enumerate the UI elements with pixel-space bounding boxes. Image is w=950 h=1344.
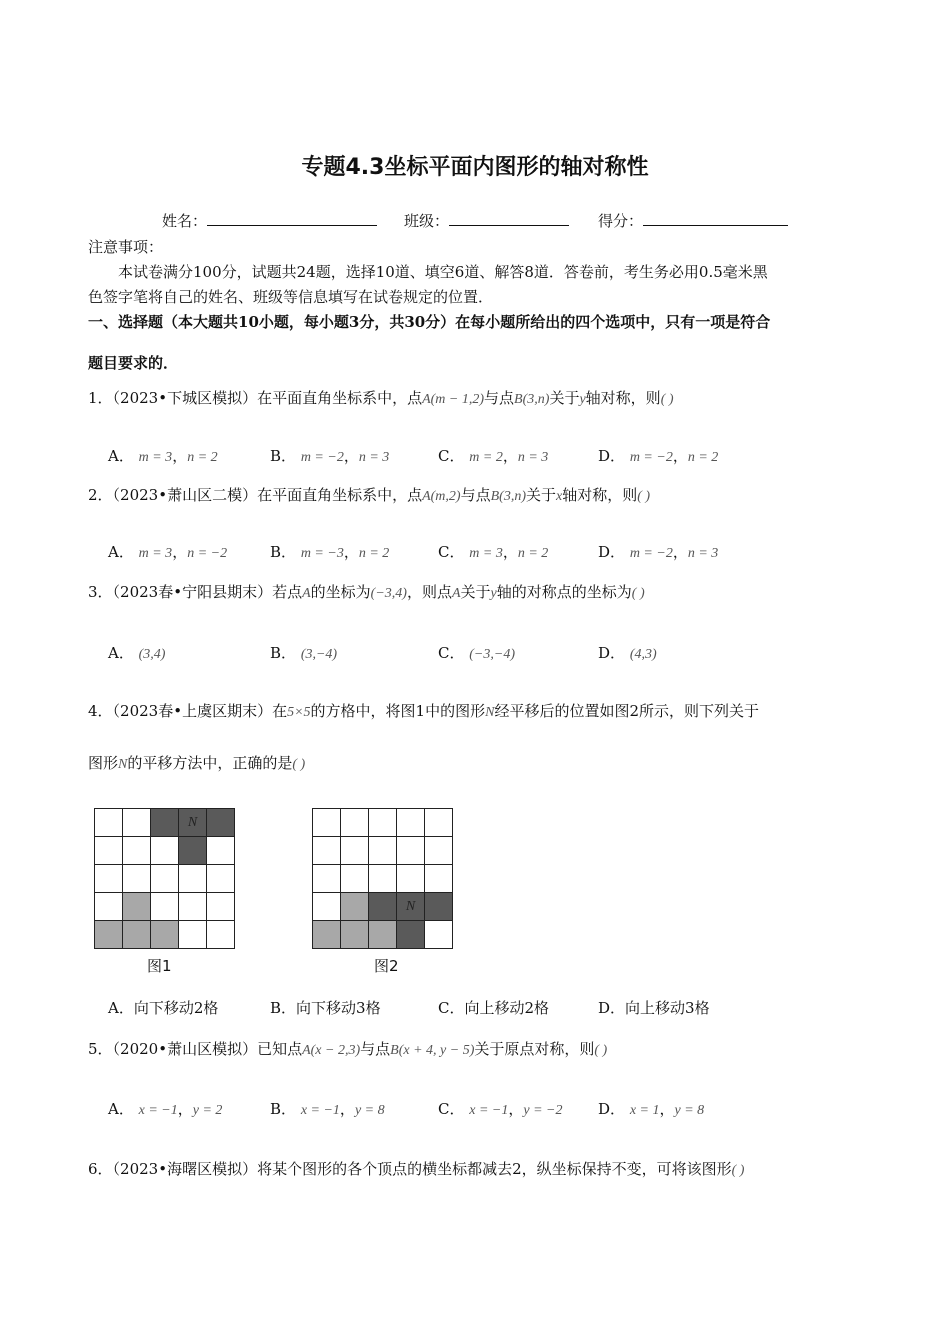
notes-line1: 本试卷满分100分，试题共24题，选择10道、填空6道、解答8道．答卷前，考生务必用0.5毫米黑 bbox=[118, 263, 768, 281]
math: N bbox=[485, 705, 495, 720]
q1-option-b[interactable]: B． m = −2，n = 3 bbox=[270, 447, 390, 465]
question-1: 1．（2023•下城区模拟）在平面直角坐标系中，点A(m − 1,2)与点B(3,n)关于y轴对称，则( ) bbox=[88, 389, 674, 407]
figure-2-caption: 图2 bbox=[374, 957, 399, 975]
figure-1-grid bbox=[94, 808, 235, 949]
figure-1-caption: 图1 bbox=[147, 957, 172, 975]
question-2: 2．（2023•萧山区二模）在平面直角坐标系中，点A(m,2)与点B(3,n)关于x轴对称，则( ) bbox=[88, 486, 651, 504]
q5-option-a[interactable]: A． x = −1，y = 2 bbox=[108, 1100, 223, 1118]
q3-option-c[interactable]: C． (−3,−4) bbox=[438, 644, 515, 662]
q4-option-a[interactable]: A．向下移动2格 bbox=[108, 999, 219, 1017]
q4-option-d[interactable]: D．向上移动3格 bbox=[598, 999, 710, 1017]
notes-heading: 注意事项： bbox=[88, 238, 164, 256]
math: y bbox=[490, 586, 497, 601]
question-6: 6．（2023•海曙区模拟）将某个图形的各个顶点的横坐标都减去2，纵坐标保持不变，可将该图形( ) bbox=[88, 1160, 745, 1178]
q3-option-b[interactable]: B． (3,−4) bbox=[270, 644, 338, 662]
question-4: 4．（2023春•上虞区期末）在5×5的方格中，将图1中的图形N经平移后的位置如图2所示，则下列关于 bbox=[88, 702, 759, 720]
answer-paren: ( ) bbox=[594, 1043, 608, 1058]
q4-option-b[interactable]: B．向下移动3格 bbox=[270, 999, 381, 1017]
math: 5×5 bbox=[287, 705, 311, 720]
math: N bbox=[118, 757, 128, 772]
class-field[interactable] bbox=[404, 210, 569, 231]
q1-option-d[interactable]: D． m = −2，n = 2 bbox=[598, 447, 719, 465]
answer-paren: ( ) bbox=[637, 489, 651, 504]
section-heading-line2: 题目要求的． bbox=[88, 354, 179, 372]
name-label: 姓名： bbox=[162, 212, 208, 230]
math: A bbox=[302, 586, 311, 601]
score-field[interactable] bbox=[598, 210, 788, 231]
q4-option-c[interactable]: C．向上移动2格 bbox=[438, 999, 550, 1017]
q2-option-b[interactable]: B． m = −3，n = 2 bbox=[270, 543, 390, 561]
figure-2-grid bbox=[312, 808, 453, 949]
q2-option-a[interactable]: A． m = 3，n = −2 bbox=[108, 543, 228, 561]
math: A(m,2) bbox=[422, 489, 461, 504]
math: A(x − 2,3) bbox=[302, 1043, 361, 1058]
answer-paren: ( ) bbox=[660, 392, 674, 407]
name-field[interactable] bbox=[162, 210, 377, 231]
math: B(3,n) bbox=[490, 489, 526, 504]
answer-paren: ( ) bbox=[292, 757, 306, 772]
question-4-cont: 图形N的平移方法中，正确的是( ) bbox=[88, 754, 306, 772]
q3-option-d[interactable]: D． (4,3) bbox=[598, 644, 657, 662]
q2-option-c[interactable]: C． m = 3，n = 2 bbox=[438, 543, 549, 561]
answer-paren: ( ) bbox=[631, 586, 645, 601]
notes-line2: 色签字笔将自己的姓名、班级等信息填写在试卷规定的位置． bbox=[88, 288, 494, 306]
q2-option-d[interactable]: D． m = −2，n = 3 bbox=[598, 543, 719, 561]
q1-option-c[interactable]: C． m = 2，n = 3 bbox=[438, 447, 549, 465]
question-5: 5．（2020•萧山区模拟）已知点A(x − 2,3)与点B(x + 4, y − 5)关于原点对称，则( ) bbox=[88, 1040, 608, 1058]
math: y bbox=[579, 392, 586, 407]
question-3: 3．（2023春•宁阳县期末）若点A的坐标为(−3,4)，则点A关于y轴的对称点的坐标为( ) bbox=[88, 583, 645, 601]
q5-option-d[interactable]: D． x = 1，y = 8 bbox=[598, 1100, 705, 1118]
cell-n: N bbox=[397, 893, 425, 921]
math: (−3,4) bbox=[370, 586, 407, 601]
score-label: 得分： bbox=[598, 212, 644, 230]
math: A bbox=[451, 586, 461, 601]
answer-paren: ( ) bbox=[731, 1163, 745, 1178]
cell-n: N bbox=[179, 809, 207, 837]
q5-option-c[interactable]: C． x = −1，y = −2 bbox=[438, 1100, 563, 1118]
class-label: 班级： bbox=[404, 212, 450, 230]
page-title: 专题4.3坐标平面内图形的轴对称性 bbox=[301, 155, 649, 180]
section-heading-line1: 一、选择题（本大题共10小题，每小题3分，共30分）在每小题所给出的四个选项中，只有一项是符合 bbox=[88, 313, 771, 331]
math: B(x + 4, y − 5) bbox=[390, 1043, 475, 1058]
q5-option-b[interactable]: B． x = −1，y = 8 bbox=[270, 1100, 385, 1118]
q3-option-a[interactable]: A． (3,4) bbox=[108, 644, 166, 662]
math: B(3,n) bbox=[514, 392, 550, 407]
math: A(m − 1,2) bbox=[422, 392, 485, 407]
math: x bbox=[556, 489, 563, 504]
q1-option-a[interactable]: A． m = 3，n = 2 bbox=[108, 447, 218, 465]
